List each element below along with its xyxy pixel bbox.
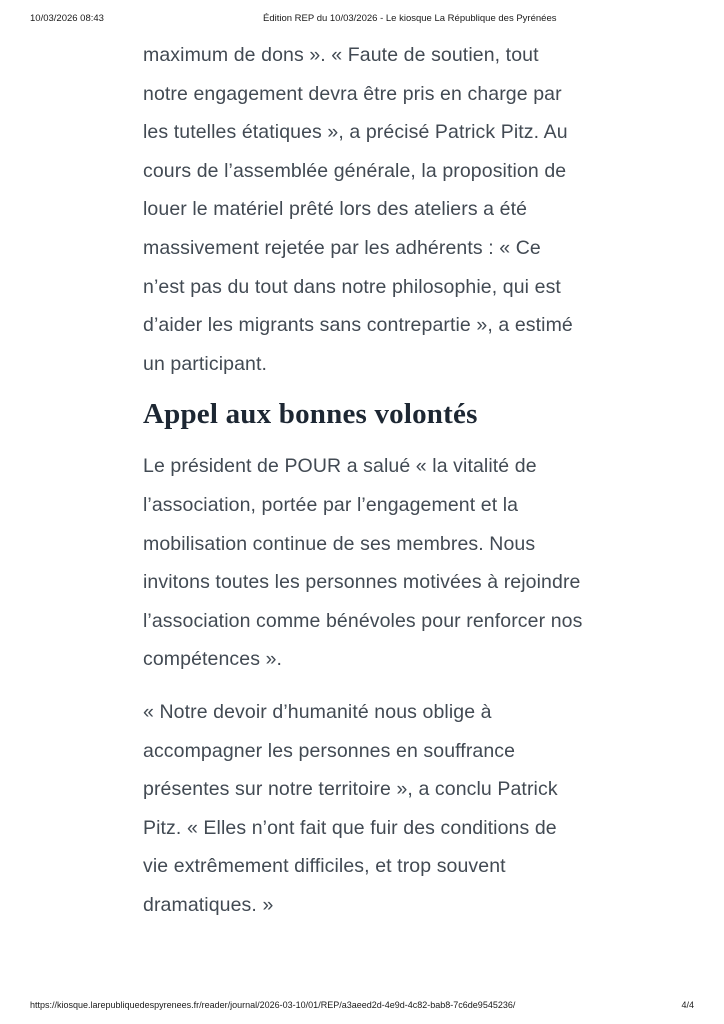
print-document-title: Édition REP du 10/03/2026 - Le kiosque La République des Pyrénées bbox=[263, 13, 557, 24]
article-paragraph: Le président de POUR a salué « la vitalité de l’association, portée par l’engagement et la mobilisation continue de ses membres. Nous invitons toutes les personnes motivées à rejoindre l’association comme bénévoles pour renforcer nos compétences ». bbox=[143, 455, 583, 671]
article-body bbox=[143, 36, 585, 938]
print-footer bbox=[30, 1000, 694, 1010]
print-header bbox=[0, 13, 724, 27]
article-paragraph: maximum de dons ». « Faute de soutien, tout notre engagement devra être pris en charge par les tutelles étatiques », a précisé Patrick Pitz. Au cours de l’assemblée générale, la proposition de louer le matériel prêté lors des ateliers a été massivement rejetée par les adhérents : « Ce n’est pas du tout dans notre philosophie, qui est d’aider les migrants sans contrepartie », a estimé un participant. bbox=[143, 44, 573, 375]
article-subheading: Appel aux bonnes volontés bbox=[143, 398, 478, 431]
print-timestamp: 10/03/2026 08:43 bbox=[30, 13, 104, 24]
print-source-url: https://kiosque.larepubliquedespyrenees.fr/reader/journal/2026-03-10/01/REP/a3aeed2d-4e9d-4c82-bab8-7c6de9545236/ bbox=[30, 1000, 516, 1010]
article-paragraph: « Notre devoir d’humanité nous oblige à accompagner les personnes en souffrance présentes sur notre territoire », a conclu Patrick Pitz. « Elles n’ont fait que fuir des conditions de vie extrêmement difficiles, et trop souvent dramatiques. » bbox=[143, 700, 558, 916]
page-indicator: 4/4 bbox=[681, 1000, 694, 1010]
